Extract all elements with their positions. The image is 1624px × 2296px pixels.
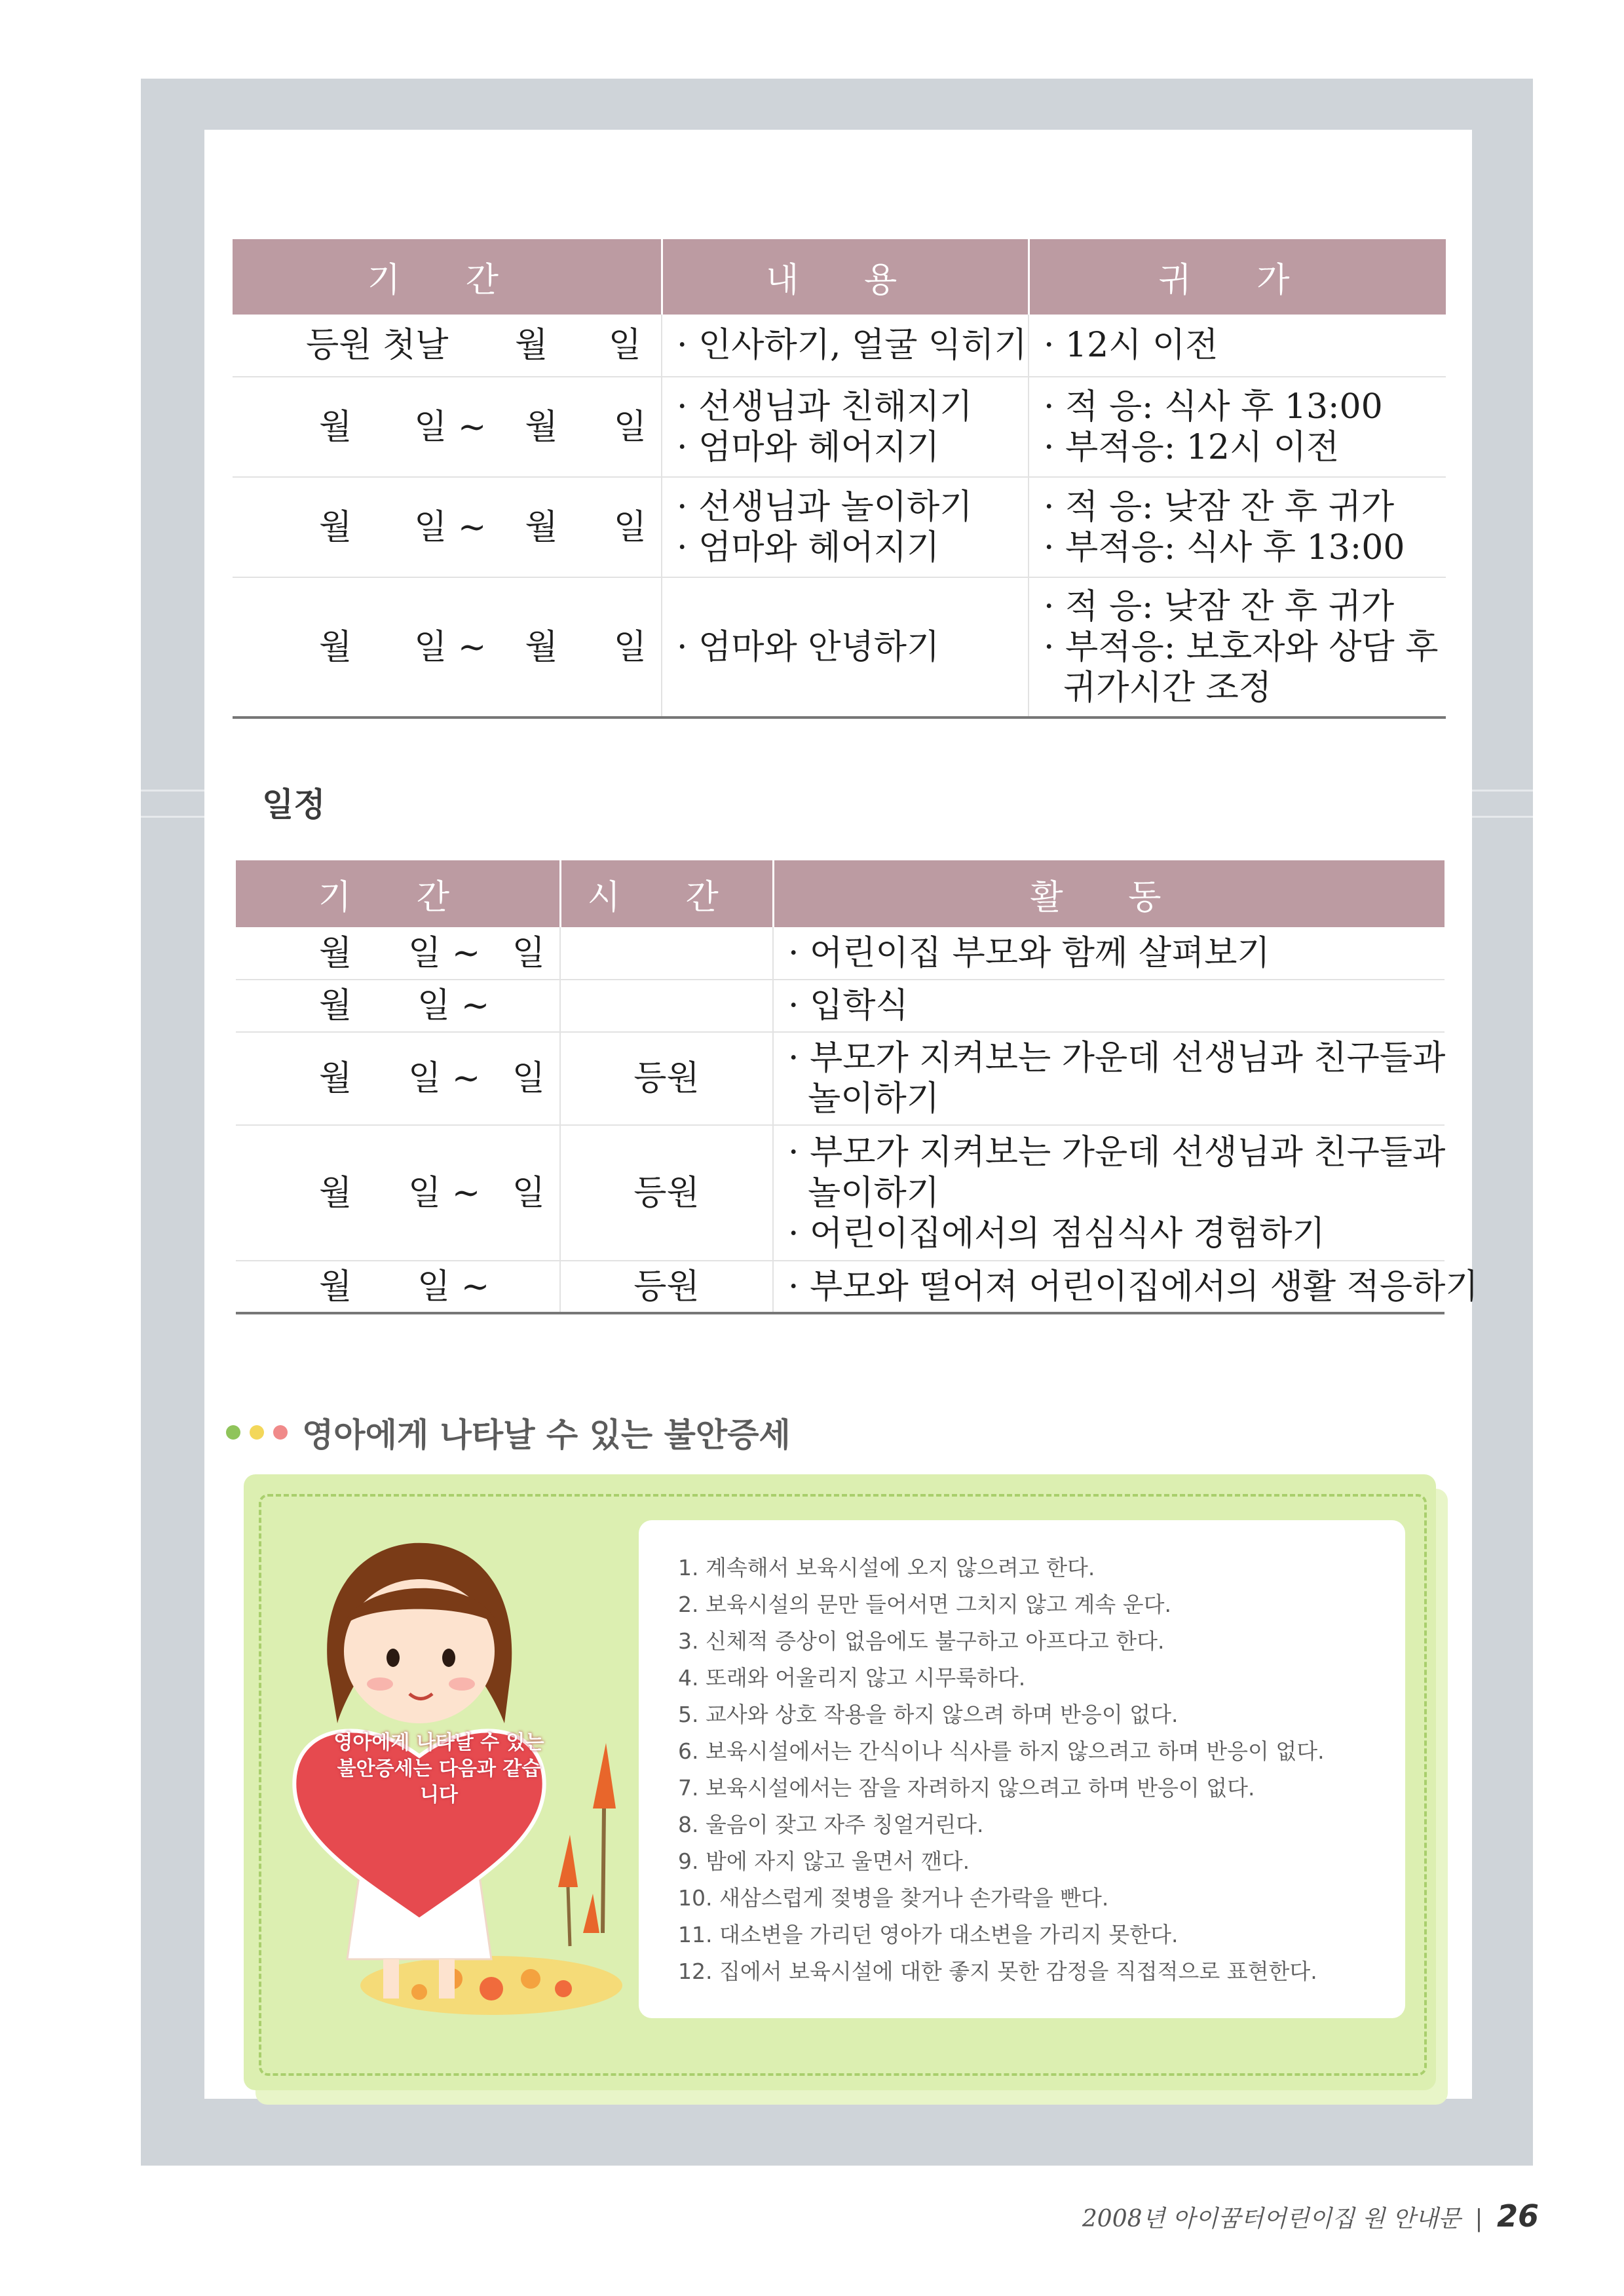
list-item: 6. 보육시설에서는 간식이나 식사를 하지 않으려고 하며 반응이 없다. (678, 1738, 1325, 1764)
table-header-row (233, 239, 1446, 315)
content-line: · 선생님과 놀이하기 (677, 487, 973, 527)
period-day: 일 (613, 627, 647, 667)
time-cell (560, 980, 773, 1032)
activity-line: · 부모와 떨어져 어린이집에서의 생활 적응하기 (788, 1267, 1479, 1307)
period-label: 등원 첫날 (306, 326, 449, 365)
activity-cell (773, 1125, 1445, 1261)
period-cell (236, 1125, 560, 1261)
return-line: · 적 응: 낮잠 잔 후 귀가 (1044, 487, 1395, 527)
list-item: 5. 교사와 상호 작용을 하지 않으려 하며 반응이 없다. (678, 1702, 1179, 1727)
return-line: · 12시 이전 (1044, 326, 1218, 365)
period-cell (233, 477, 662, 577)
activity-cell (773, 927, 1445, 980)
footer-separator: | (1475, 2206, 1483, 2232)
period-day: 일 (613, 407, 647, 447)
list-item: 2. 보육시설의 문만 들어서면 그치지 않고 계속 운다. (678, 1592, 1171, 1617)
content-cell (662, 315, 1029, 377)
activity-cell (773, 1032, 1445, 1125)
return-cell (1029, 577, 1446, 718)
page-number: 26 (1496, 2198, 1539, 2234)
footer-text: 2008년 아이꿈터어린이집 원 안내문 (1082, 2206, 1461, 2232)
period-day: 일 (613, 507, 647, 547)
content-cell (662, 477, 1029, 577)
adaptation-table (233, 239, 1446, 719)
period-month: 월 (319, 933, 352, 973)
green-dot-icon (226, 1425, 240, 1440)
period-day-from: 일 ~ (417, 1267, 490, 1307)
activity-line: 놀이하기 (808, 1173, 939, 1213)
period-month: 월 (319, 1267, 352, 1307)
period-month: 월 (319, 986, 352, 1025)
period-day-from: 일 ~ (408, 1173, 481, 1213)
return-line: · 부적응: 식사 후 13:00 (1044, 527, 1405, 567)
anxiety-heading (226, 1409, 791, 1456)
list-item: 10. 새삼스럽게 젖병을 찾거나 손가락을 빤다. (678, 1885, 1109, 1911)
return-line: 귀가시간 조정 (1063, 668, 1272, 708)
return-line: · 부적응: 보호자와 상담 후 (1044, 627, 1439, 667)
content-cell (662, 577, 1029, 718)
period-day-from: 일 ~ (417, 986, 490, 1025)
period-cell (236, 927, 560, 980)
table-row (233, 377, 1446, 477)
return-line: · 부적응: 12시 이전 (1044, 427, 1340, 467)
list-item: 12. 집에서 보육시설에 대한 좋지 못한 감정을 직접적으로 표현한다. (678, 1959, 1317, 1984)
content-line: · 엄마와 헤어지기 (677, 427, 940, 467)
table-row (236, 927, 1445, 980)
period-day-from: 일 ~ (408, 933, 481, 973)
period-day: 일 (512, 1059, 545, 1098)
period-day: 일 (512, 933, 545, 973)
table-row (233, 315, 1446, 377)
list-item: 9. 밤에 자지 않고 울면서 깬다. (678, 1848, 970, 1874)
header-time: 시 간 (560, 860, 773, 927)
header-period: 기 간 (236, 860, 560, 927)
time-cell: 등원 (560, 1261, 773, 1313)
return-line: · 적 응: 식사 후 13:00 (1044, 387, 1383, 427)
time-cell (560, 927, 773, 980)
period-month: 월 (319, 507, 352, 547)
table-header-row (236, 860, 1445, 927)
anxiety-heading-text: 영아에게 나타날 수 있는 불안증세 (302, 1416, 791, 1454)
header-content: 내 용 (662, 239, 1029, 315)
period-cell (236, 980, 560, 1032)
period-month: 월 (319, 407, 352, 447)
content-cell (662, 377, 1029, 477)
activity-line: · 부모가 지켜보는 가운데 선생님과 친구들과 (788, 1039, 1446, 1078)
schedule-title: 일정 (262, 786, 326, 824)
symptom-list (678, 1550, 1325, 1990)
period-month: 월 (319, 627, 352, 667)
list-item: 11. 대소변을 가리던 영아가 대소변을 가리지 못한다. (678, 1922, 1179, 1947)
content-line: · 엄마와 안녕하기 (677, 627, 940, 667)
pink-dot-icon (273, 1425, 288, 1440)
activity-line: · 어린이집 부모와 함께 살펴보기 (788, 933, 1270, 973)
list-item: 7. 보육시설에서는 잠을 자려하지 않으려고 하며 반응이 없다. (678, 1775, 1255, 1801)
header-return: 귀 가 (1029, 239, 1446, 315)
period-month: 월 (319, 1173, 352, 1213)
period-day-from: 일 ~ (414, 507, 487, 547)
period-day: 일 (608, 326, 641, 365)
period-day-from: 일 ~ (414, 627, 487, 667)
activity-line: · 입학식 (788, 986, 909, 1025)
table-row (233, 577, 1446, 718)
return-cell (1029, 377, 1446, 477)
time-cell: 등원 (560, 1032, 773, 1125)
content-line: · 선생님과 친해지기 (677, 387, 973, 427)
period-cell (233, 315, 662, 377)
activity-line: · 어린이집에서의 점심식사 경험하기 (788, 1214, 1325, 1253)
return-line: · 적 응: 낮잠 잔 후 귀가 (1044, 586, 1395, 626)
header-period: 기 간 (233, 239, 662, 315)
list-item: 1. 계속해서 보육시설에 오지 않으려고 한다. (678, 1555, 1095, 1580)
period-cell (233, 377, 662, 477)
activity-cell (773, 980, 1445, 1032)
period-day-from: 일 ~ (414, 407, 487, 447)
period-day-from: 일 ~ (408, 1059, 481, 1098)
page-footer (1082, 2198, 1539, 2234)
period-month: 월 (525, 507, 558, 547)
content-line: · 인사하기, 얼굴 익히기 (677, 326, 1027, 365)
heart-caption: 영아에게 나타날 수 있는 불안증세는 다음과 같습니다 (333, 1731, 544, 1807)
period-month: 월 (525, 627, 558, 667)
table-row (233, 477, 1446, 577)
table-row (236, 1125, 1445, 1261)
return-cell (1029, 477, 1446, 577)
activity-cell (773, 1261, 1479, 1313)
header-activity: 활 동 (773, 860, 1445, 927)
return-cell (1029, 315, 1446, 377)
list-item: 4. 또래와 어울리지 않고 시무룩하다. (678, 1665, 1026, 1691)
table-row (236, 1032, 1445, 1125)
table-row (236, 1261, 1445, 1313)
period-cell (236, 1261, 560, 1313)
period-cell (236, 1032, 560, 1125)
period-cell (233, 577, 662, 718)
list-item: 3. 신체적 증상이 없음에도 불구하고 아프다고 한다. (678, 1628, 1165, 1654)
period-month: 월 (319, 1059, 352, 1098)
time-cell: 등원 (560, 1125, 773, 1261)
activity-line: 놀이하기 (808, 1079, 939, 1119)
period-month: 월 (525, 407, 558, 447)
content-line: · 엄마와 헤어지기 (677, 527, 940, 567)
list-item: 8. 울음이 잦고 자주 칭얼거린다. (678, 1812, 984, 1837)
period-month: 월 (514, 326, 548, 365)
yellow-dot-icon (250, 1425, 264, 1440)
period-day: 일 (512, 1173, 545, 1213)
table-row (236, 980, 1445, 1032)
schedule-table (236, 860, 1479, 1314)
activity-line: · 부모가 지켜보는 가운데 선생님과 친구들과 (788, 1132, 1446, 1172)
